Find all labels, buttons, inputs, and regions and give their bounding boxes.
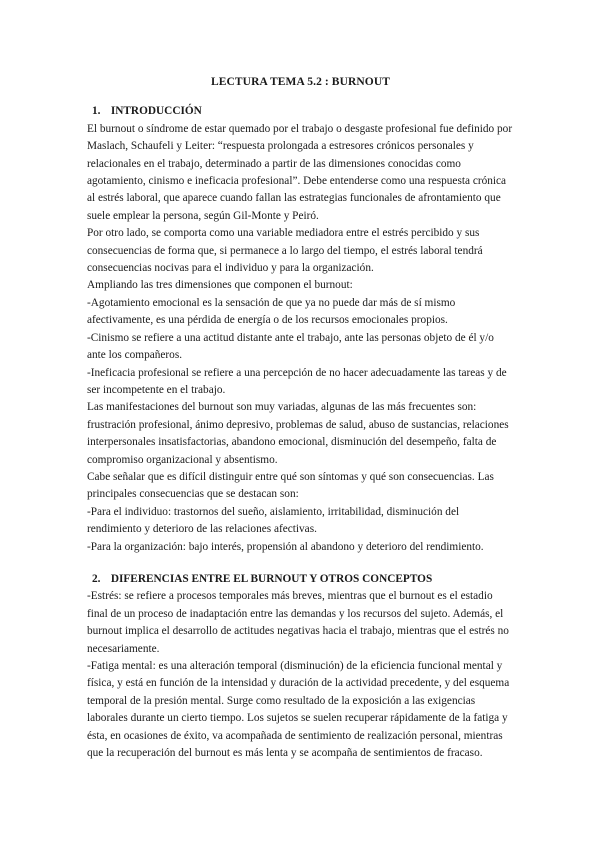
section-heading-text: DIFERENCIAS ENTRE EL BURNOUT Y OTROS CONCEPTOS (110, 572, 433, 585)
section-number: 1. (92, 105, 101, 118)
section-diferencias (87, 571, 514, 762)
paragraph: Cabe señalar que es difícil distinguir entre qué son síntomas y qué son consecuencias. Las principales consecuencias que se destacan son: (87, 470, 494, 501)
section-heading-text: INTRODUCCIÓN (110, 105, 202, 118)
section-introduccion (87, 103, 514, 556)
section-heading (87, 103, 514, 120)
section-heading (87, 571, 514, 588)
paragraph: Las manifestaciones del burnout son muy variadas, algunas de las más frecuentes son: frustración profesional, ánimo depresivo, problemas de salud, abuso de sustancias, relaciones interpersonales insatisfactorias, abandono emocional, disminución del desempeño, falta de compromiso organizacional y absentismo. (87, 401, 509, 466)
paragraph: Ampliando las tres dimensiones que componen el burnout: (87, 279, 353, 292)
paragraph: -Cinismo se refiere a una actitud distante ante el trabajo, ante las personas objeto de él y/o ante los compañeros. (87, 331, 494, 362)
section-number: 2. (92, 572, 101, 585)
page-title: LECTURA TEMA 5.2 : BURNOUT (210, 76, 391, 88)
paragraph: -Agotamiento emocional es la sensación de que ya no puede dar más de sí mismo afectivamente, es una pérdida de energía o de los recursos emocionales propios. (87, 296, 456, 327)
paragraph: -Para la organización: bajo interés, propensión al abandono y deterioro del rendimiento. (87, 540, 484, 553)
paragraph: -Para el individuo: trastornos del sueño, aislamiento, irritabilidad, disminución del rendimiento y deterioro de las relaciones afectivas. (87, 505, 460, 536)
paragraph: El burnout o síndrome de estar quemado por el trabajo o desgaste profesional fue definido por Maslach, Schaufeli y Leiter: “respuesta prolongada a estresores crónicos personales y relacionales en el trabajo, determinado a partir de las dimensiones conocidas como agotamiento, cinismo e ineficacia profesional”. Debe entenderse como una respuesta crónica al estrés laboral, que aparece cuando fallan las estrategias funcionales de afrontamiento que suele emplear la persona, según Gil-Monte y Peiró. (87, 122, 513, 222)
paragraph: Por otro lado, se comporta como una variable mediadora entre el estrés percibido y sus consecuencias de forma que, si permanece a lo largo del tiempo, el estrés laboral tendrá consecuencias nocivas para el individuo y para la organización. (87, 227, 483, 275)
paragraph: -Ineficacia profesional se refiere a una percepción de no hacer adecuadamente las tareas y de ser incompetente en el trabajo. (87, 366, 507, 396)
paragraph: -Fatiga mental: es una alteración temporal (disminución) de la eficiencia funcional mental y física, y está en función de la intensidad y duración de la actividad precedente, y del esquema temporal de la presión mental. Surge como resultado de la exposición a las exigencias laborales durante un cierto tiempo. Los sujetos se suelen recuperar rápidamente de la fatiga y ésta, en ocasiones de éxito, va acompañada de sentimiento de realización personal, mientras que la recuperación del burnout es más lenta y se acompaña de sentimientos de fracaso. (87, 660, 510, 760)
paragraph: -Estrés: se refiere a procesos temporales más breves, mientras que el burnout es el estadio final de un proceso de inadaptación entre las demandas y los recursos del sujeto. Además, el burnout implica el desarrollo de actitudes negativas hacia el trabajo, mientras que el estrés no necesariamente. (87, 590, 509, 655)
